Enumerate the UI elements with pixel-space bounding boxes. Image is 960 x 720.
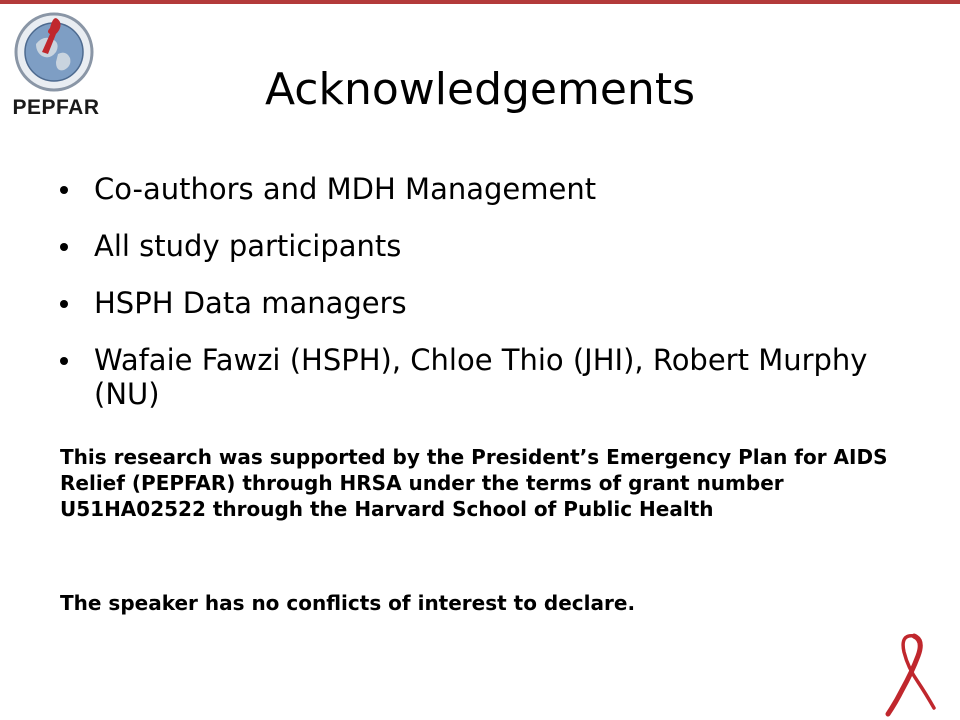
bullet-text: Wafaie Fawzi (HSPH), Chloe Thio (JHI), Robert Murphy (NU)	[94, 343, 868, 411]
bullet-dot-icon	[60, 186, 68, 194]
top-accent-bar	[0, 0, 960, 4]
slide-title: Acknowledgements	[264, 64, 695, 115]
red-ribbon-icon	[874, 632, 940, 718]
conflict-statement: The speaker has no conflicts of interest to declare.	[60, 591, 636, 615]
bullet-text: HSPH Data managers	[94, 286, 407, 320]
bullet-dot-icon	[60, 243, 68, 251]
pepfar-logo-text: PEPFAR	[12, 96, 100, 119]
list-item	[60, 286, 900, 320]
list-item	[60, 229, 900, 263]
list-item	[60, 172, 900, 206]
bullet-text: All study participants	[94, 229, 402, 263]
bullet-dot-icon	[60, 357, 68, 365]
funding-statement: This research was supported by the President’s Emergency Plan for AIDS Relief (PEPFAR) through HRSA under the terms of grant number U51HA02522 through the Harvard School of Public Health	[60, 445, 888, 521]
bullet-text: Co-authors and MDH Management	[94, 172, 597, 206]
acknowledgement-list	[60, 172, 900, 434]
bullet-dot-icon	[60, 300, 68, 308]
list-item	[60, 343, 900, 411]
